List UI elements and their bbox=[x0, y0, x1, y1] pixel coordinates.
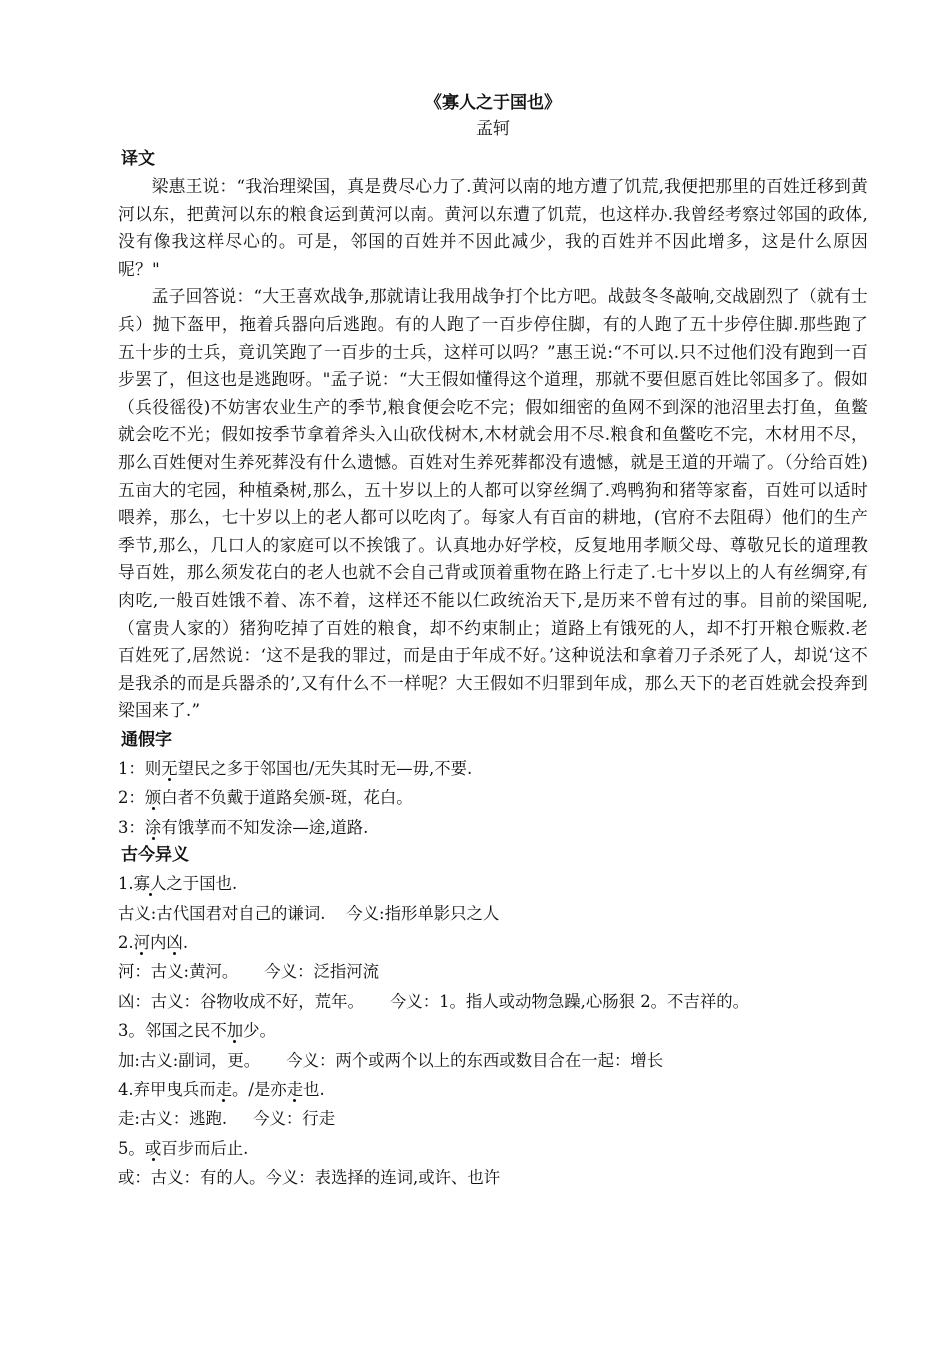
tongjia-item: 2：颁白者不负戴于道路矣颁-斑，花白。 bbox=[118, 788, 413, 808]
emphasis-char: 走 bbox=[286, 1079, 304, 1099]
tongjia-item: 3：涂有饿莩而不知发涂—途,道路. bbox=[118, 817, 369, 837]
guji-item: 河：古义:黄河。 今义：泛指河流 bbox=[118, 962, 380, 982]
tongjia-heading: 通假字 bbox=[121, 729, 172, 750]
translation-heading: 译文 bbox=[121, 149, 155, 169]
guji-item: 凶：古义：谷物收成不好，荒年。 今义：1。指人或动物急躁,心肠狠 2。不吉祥的。 bbox=[118, 991, 749, 1011]
emphasis-char: 走 bbox=[215, 1079, 232, 1099]
emphasis-char: 或 bbox=[144, 1138, 162, 1158]
document-author: 孟轲 bbox=[476, 119, 510, 139]
guji-item: 5。或百步而后止. bbox=[118, 1138, 249, 1158]
guji-item: 2.河内凶. bbox=[118, 932, 189, 952]
translation-paragraph-1: 梁惠王说：“我治理梁国，真是费尽心力了.黄河以南的地方遭了饥荒,我便把那里的百姓迁移到黄河以东，把黄河以东的粮食运到黄河以南。黄河以东遭了饥荒，也这样办.我曾经考察过邻国的政体,没有像我这样尽心的。可是，邻国的百姓并不因此减少，我的百姓并不因此增多，这是什么原因呢？" bbox=[118, 176, 868, 279]
guji-item: 或：古义：有的人。今义：表选择的连词,或许、也许 bbox=[118, 1168, 501, 1188]
guji-item: 3。邻国之民不加少。 bbox=[118, 1021, 276, 1041]
guji-list bbox=[118, 869, 868, 1192]
guji-item: 1.寡人之于国也. bbox=[118, 874, 238, 894]
tongjia-list bbox=[118, 754, 868, 842]
document-page bbox=[118, 90, 868, 1193]
emphasis-char: 无 bbox=[161, 758, 178, 778]
emphasis-char: 加 bbox=[226, 1021, 244, 1041]
emphasis-char: 寡人 bbox=[133, 874, 167, 894]
emphasis-char: 颁 bbox=[144, 788, 162, 808]
guji-item: 古义:古代国君对自己的谦词. 今义:指形单影只之人 bbox=[118, 903, 500, 923]
guji-item: 加:古义:副词，更。 今义：两个或两个以上的东西或数目合在一起：增长 bbox=[118, 1050, 664, 1070]
emphasis-char: 河 bbox=[133, 932, 151, 952]
guji-item: 4.弃甲曳兵而走。/是亦走也. bbox=[118, 1079, 325, 1099]
guji-item: 走:古义：逃跑. 今义：行走 bbox=[118, 1109, 336, 1129]
emphasis-char: 涂 bbox=[144, 817, 162, 837]
emphasis-char: 凶 bbox=[166, 932, 183, 952]
translation-paragraph-2: 孟子回答说：“大王喜欢战争,那就请让我用战争打个比方吧。战鼓冬冬敲响,交战剧烈了（就有士兵）抛下盔甲，拖着兵器向后逃跑。有的人跑了一百步停住脚，有的人跑了五十步停住脚.那些跑了五十步的士兵，竟讥笑跑了一百步的士兵，这样可以吗？”惠王说:“不可以.只不过他们没有跑到一百步罢了，但这也是逃跑呀。"孟子说：“大王假如懂得这个道理，那就不要但愿百姓比邻国多了。假如（兵役徭役)不妨害农业生产的季节,粮食便会吃不完；假如细密的鱼网不到深的池沼里去打鱼，鱼鳖就会吃不光；假如按季节拿着斧头入山砍伐树木,木材就会用不尽.粮食和鱼鳖吃不完，木材用不尽，那么百姓便对生养死葬没有什么遗憾。百姓对生养死葬都没有遗憾，就是王道的开端了。（分给百姓)五亩大的宅园，种植桑树,那么，五十岁以上的人都可以穿丝绸了.鸡鸭狗和猪等家畜，百姓可以适时喂养，那么，七十岁以上的老人都可以吃肉了。每家人有百亩的耕地，(官府不去阻碍）他们的生产季节,那么，几口人的家庭可以不挨饿了。认真地办好学校，反复地用孝顺父母、尊敬兄长的道理教导百姓，那么须发花白的老人也就不会自己背或顶着重物在路上行走了.七十岁以上的人有丝绸穿,有肉吃,一般百姓饿不着、冻不着，这样还不能以仁政统治天下,是历来不曾有过的事。目前的梁国呢,（富贵人家的）猪狗吃掉了百姓的粮食，却不约束制止；道路上有饿死的人，却不打开粮仓赈救.老百姓死了,居然说：‘这不是我的罪过，而是由于年成不好。’这种说法和拿着刀子杀死了人，却说‘这不是我杀的而是兵器杀的’,又有什么不一样呢？大王假如不归罪到年成，那么天下的老百姓就会投奔到梁国来了.” bbox=[118, 286, 868, 721]
document-title: 《寡人之于国也》 bbox=[425, 93, 561, 113]
guji-heading: 古今异义 bbox=[121, 845, 189, 866]
tongjia-item: 1：则无望民之多于邻国也/无失其时无—毋,不要. bbox=[118, 758, 473, 778]
